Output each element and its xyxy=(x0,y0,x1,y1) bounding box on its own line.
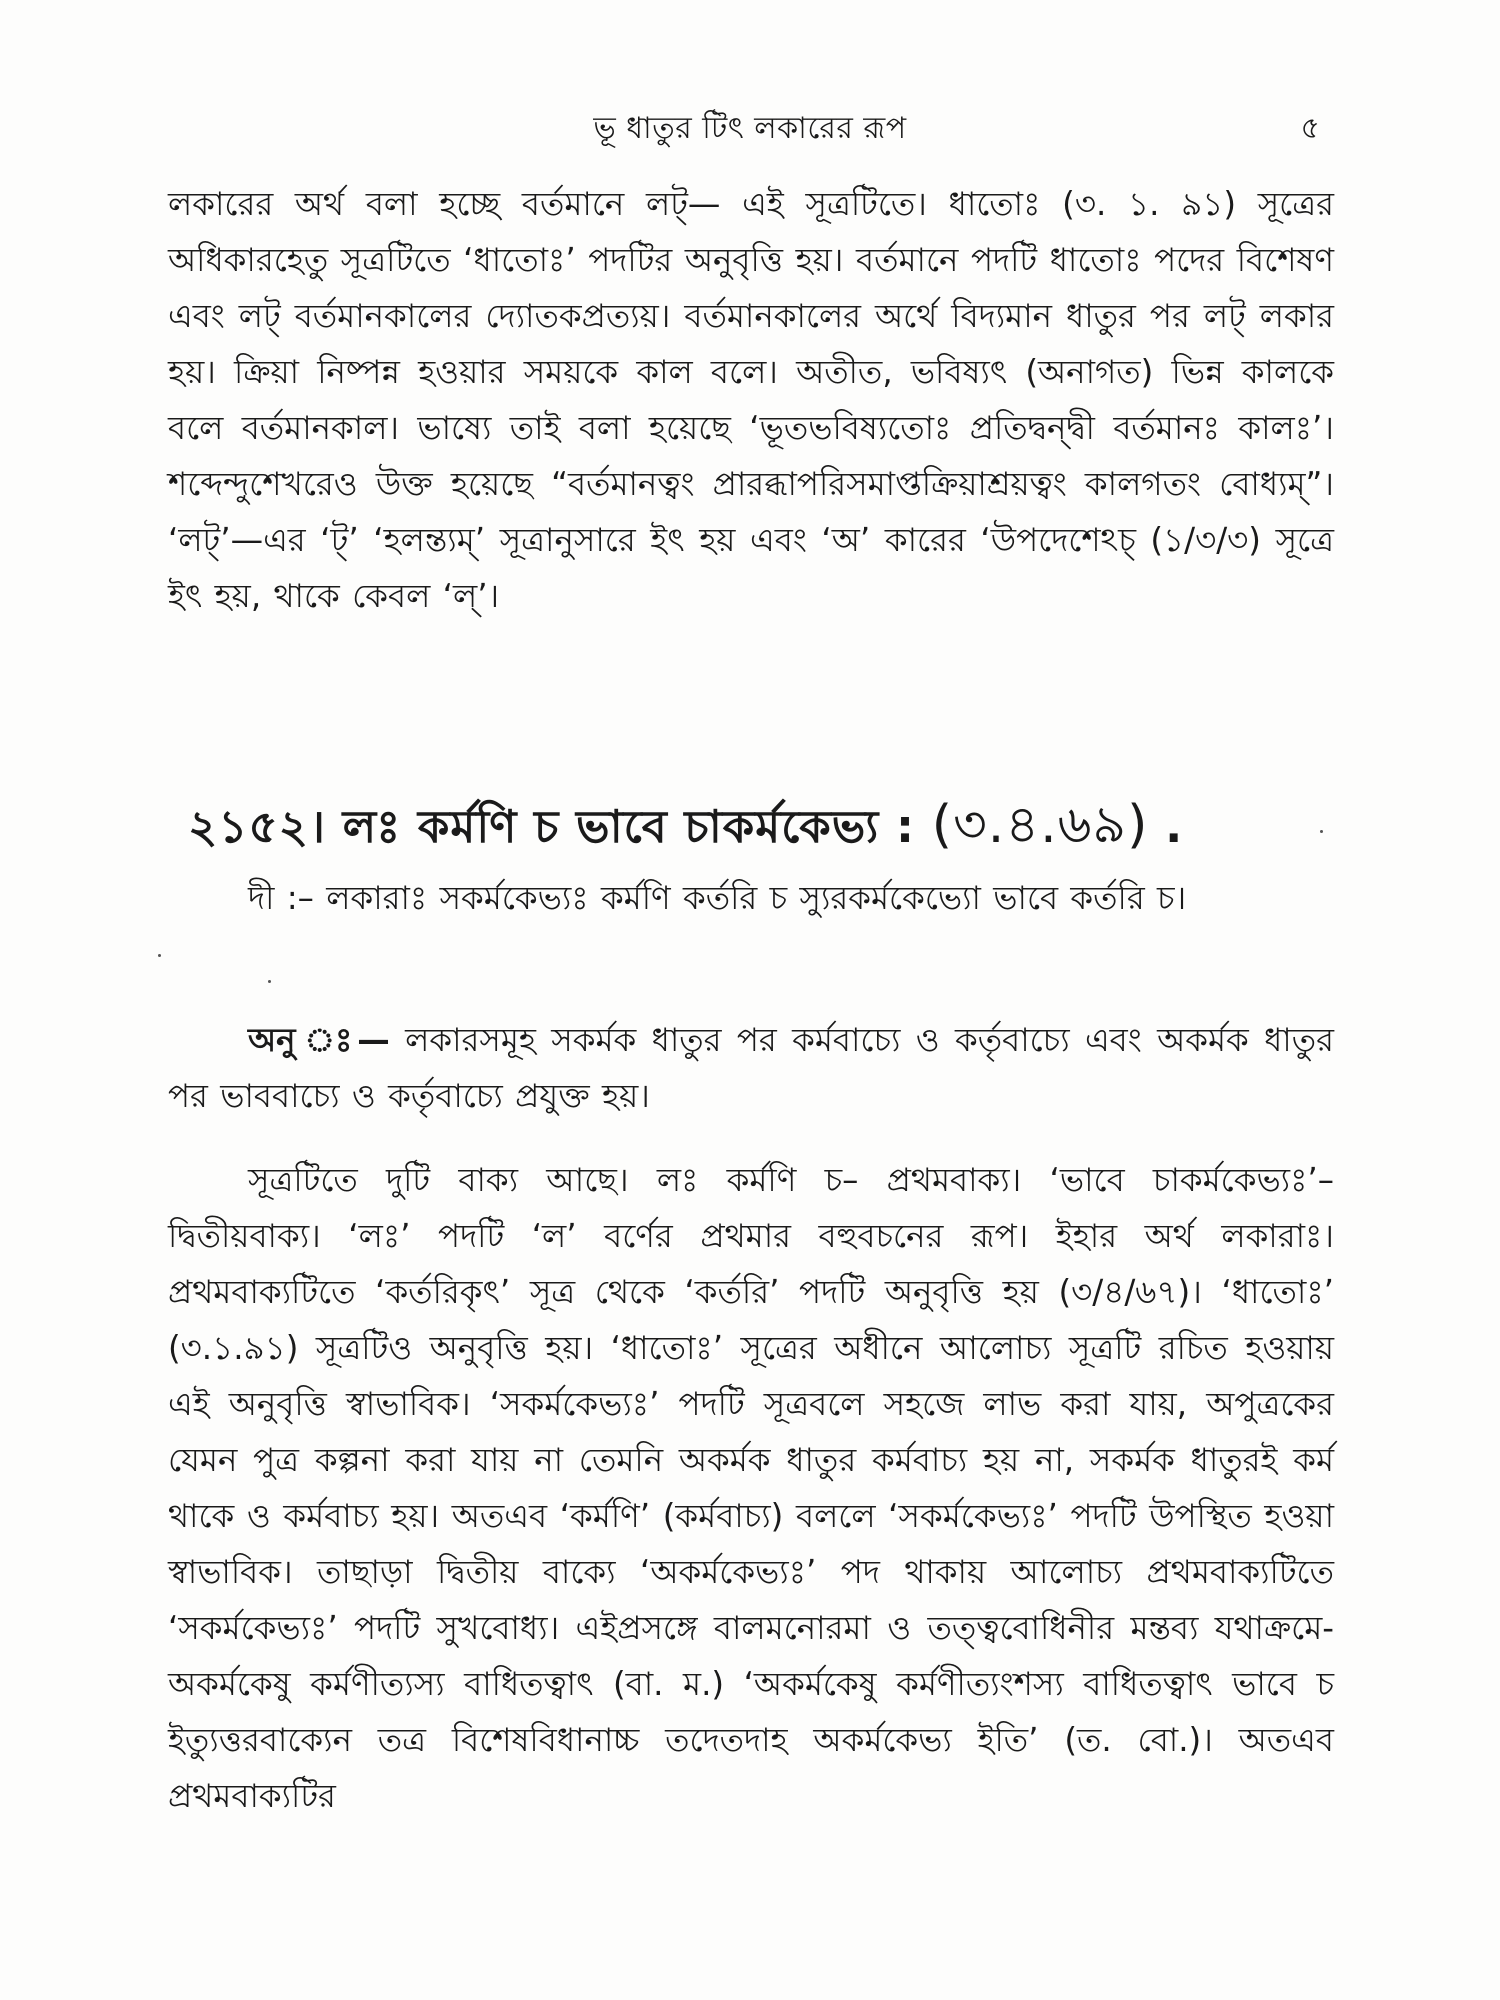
sutra-heading xyxy=(188,784,1338,871)
sutra-heading-text: ২১৫২। লঃ কর্মণি চ ভাবে চাকর্মকেভ্য : xyxy=(188,800,916,853)
commentary-text: লকারাঃ সকর্মকেভ্যঃ কর্মণি কর্তরি চ স্যুরকর্মকেভ্যো ভাবে কর্তরি চ। xyxy=(326,879,1187,917)
translation-label: অনু ঃ— xyxy=(248,1021,390,1059)
sutra-trailing-mark: . xyxy=(1165,800,1184,853)
translation-paragraph xyxy=(168,1012,1334,1124)
commentary-label: দী :– xyxy=(248,879,314,917)
intro-paragraph: লকারের অর্থ বলা হচ্ছে বর্তমানে লট্— এই সূত্রটিতে। ধাতোঃ (৩. ১. ৯১) সূত্রের অধিকারহেতু সূত্রটিতে ‘ধাতোঃ’ পদটির অনুবৃত্তি হয়। বর্তমানে পদটি ধাতোঃ পদের বিশেষণ এবং লট্ বর্তমানকালের দ্যোতকপ্রত্যয়। বর্তমানকালের অর্থে বিদ্যমান ধাতুর পর লট্ লকার হয়। ক্রিয়া নিষ্পন্ন হওয়ার সময়কে কাল বলে। অতীত, ভবিষ্যৎ (অনাগত) ভিন্ন কালকে বলে বর্তমানকাল। ভাষ্যে তাই বলা হয়েছে ‘ভূতভবিষ্যতোঃ প্রতিদ্বন্দ্বী বর্তমানঃ কালঃ’। শব্দেন্দুশেখরেও উক্ত হয়েছে “বর্তমানত্বং প্রারব্ধাপরিসমাপ্তক্রিয়াশ্রয়ত্বং কালগতং বোধ্যম্”। ‘লট্’—এর ‘ট্’ ‘হলন্ত্যম্’ সূত্রানুসারে ইৎ হয় এবং ‘অ’ কারের ‘উপদেশেঽচ্ (১/৩/৩) সূত্রে ইৎ হয়, থাকে কেবল ‘ল্’। xyxy=(168,185,1334,615)
print-speck xyxy=(1320,830,1323,833)
running-header xyxy=(170,104,1330,154)
page-number: ৫ xyxy=(1300,111,1320,146)
translation-text: লকারসমূহ সকর্মক ধাতুর পর কর্মবাচ্যে ও কর্তৃবাচ্যে এবং অকর্মক ধাতুর পর ভাববাচ্যে ও কর্তৃবাচ্যে প্রযুক্ত হয়। xyxy=(168,1021,1334,1115)
commentary-paragraph xyxy=(168,870,1334,926)
explanation-block xyxy=(168,1152,1334,1824)
sutra-reference: (৩.৪.৬৯) xyxy=(931,795,1149,855)
running-title: ভূ ধাতুর টিৎ লকারের রূপ xyxy=(593,111,907,146)
print-speck xyxy=(268,980,271,983)
translation-block xyxy=(168,1012,1334,1124)
print-speck xyxy=(158,954,161,957)
commentary-block xyxy=(168,870,1334,926)
intro-paragraph-block xyxy=(168,176,1334,624)
explanation-paragraph: সূত্রটিতে দুটি বাক্য আছে। লঃ কর্মণি চ– প্রথমবাক্য। ‘ভাবে চাকর্মকেভ্যঃ’– দ্বিতীয়বাক্য। ‘লঃ’ পদটি ‘ল’ বর্ণের প্রথমার বহুবচনের রূপ। ইহার অর্থ লকারাঃ। প্রথমবাক্যটিতে ‘কর্তরিকৃৎ’ সূত্র থেকে ‘কর্তরি’ পদটি অনুবৃত্তি হয় (৩/৪/৬৭)। ‘ধাতোঃ’ (৩.১.৯১) সূত্রটিও অনুবৃত্তি হয়। ‘ধাতোঃ’ সূত্রের অধীনে আলোচ্য সূত্রটি রচিত হওয়ায় এই অনুবৃত্তি স্বাভাবিক। ‘সকর্মকেভ্যঃ’ পদটি সূত্রবলে সহজে লাভ করা যায়, অপুত্রকের যেমন পুত্র কল্পনা করা যায় না তেমনি অকর্মক ধাতুর কর্মবাচ্য হয় না, সকর্মক ধাতুরই কর্ম থাকে ও কর্মবাচ্য হয়। অতএব ‘কর্মণি’ (কর্মবাচ্য) বললে ‘সকর্মকেভ্যঃ’ পদটি উপস্থিত হওয়া স্বাভাবিক। তাছাড়া দ্বিতীয় বাক্যে ‘অকর্মকেভ্যঃ’ পদ থাকায় আলোচ্য প্রথমবাক্যটিতে ‘সকর্মকেভ্যঃ’ পদটি সুখবোধ্য। এইপ্রসঙ্গে বালমনোরমা ও তত্ত্ববোধিনীর মন্তব্য যথাক্রমে-অকর্মকেষু কর্মণীত্যস্য বাধিতত্বাৎ (বা. ম.) ‘অকর্মকেষু কর্মণীত্যংশস্য বাধিতত্বাৎ ভাবে চ ইত্যুত্তরবাক্যেন তত্র বিশেষবিধানাচ্চ তদেতদাহ অকর্মকেভ্য ইতি’ (ত. বো.)। অতএব প্রথমবাক্যটির xyxy=(168,1161,1334,1815)
